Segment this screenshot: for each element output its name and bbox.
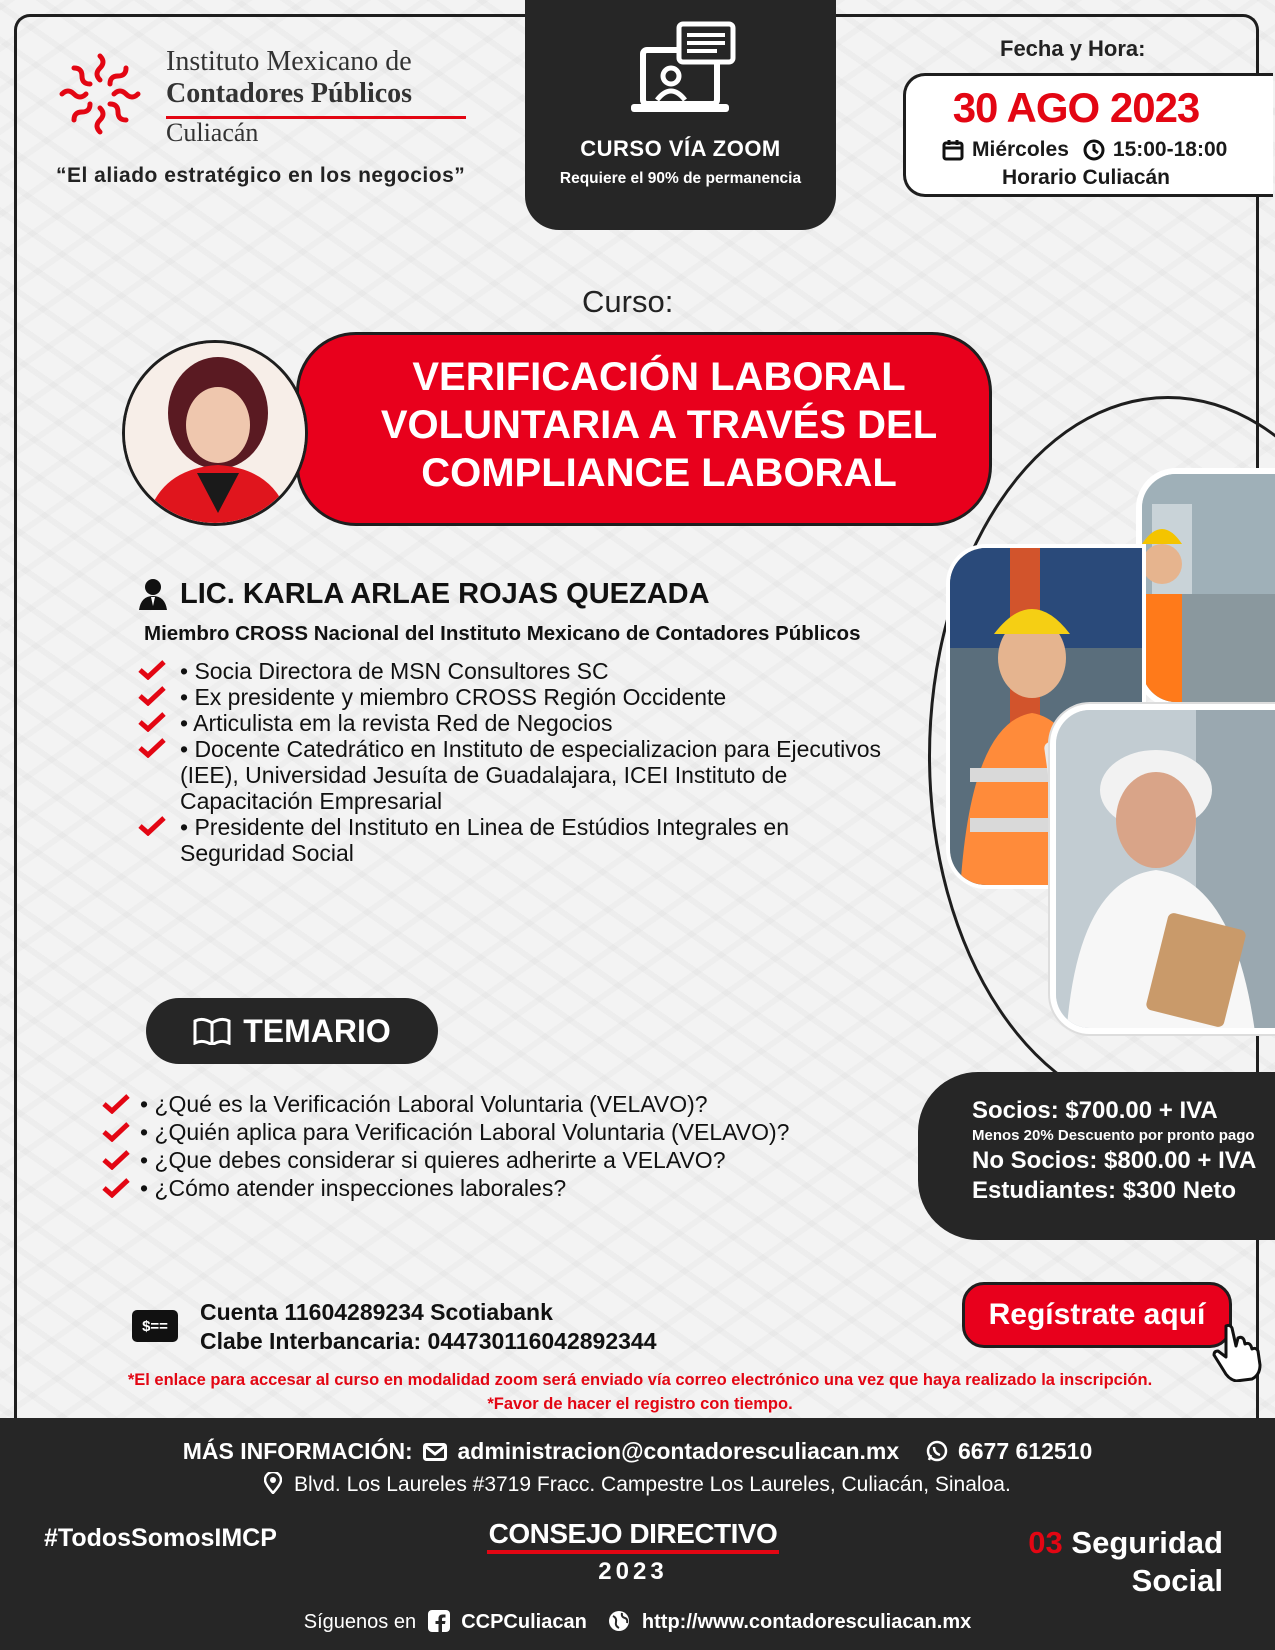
location-icon [264, 1472, 282, 1494]
follow-label: Síguenos en [303, 1611, 417, 1633]
contact-info [0, 1438, 1275, 1465]
logo-text [166, 46, 486, 110]
credential-text: • Socia Directora de MSN Consultores SC [180, 658, 609, 684]
credential-text: • Docente Catedrático en Instituto de especializacion para Ejecutivos (IEE), Universidad Jesuíta de Guadalajara, ICEI Instituto de Capacitación Empresarial [180, 736, 882, 814]
credential-text: • Presidente del Instituto en Linea de Estúdios Integrales en Seguridad Social [180, 814, 790, 866]
consejo-label: CONSEJO DIRECTIVO [487, 1518, 780, 1554]
globe-icon [608, 1610, 630, 1632]
contact-phone[interactable]: 6677 612510 [957, 1438, 1093, 1464]
temario-item-text: • ¿Quién aplica para Verificación Laboral Voluntaria (VELAVO)? [140, 1119, 790, 1145]
price-box [918, 1072, 1275, 1240]
zoom-title: CURSO VÍA ZOOM [580, 136, 781, 161]
mail-icon [423, 1443, 447, 1461]
list-item [102, 1174, 902, 1202]
logo-mark [52, 46, 148, 142]
register-button[interactable]: Regístrate aquí [962, 1282, 1232, 1348]
website-link[interactable]: http://www.contadoresculiacan.mx [641, 1611, 972, 1633]
list-item [102, 1146, 902, 1174]
date-box [903, 73, 1273, 197]
hashtag: #TodosSomosIMCP [44, 1524, 277, 1552]
bank-clabe-row [200, 1327, 657, 1356]
event-date: 30 AGO 2023 [952, 84, 1200, 131]
check-icon [138, 738, 166, 758]
event-time: 15:00-18:00 [1112, 138, 1228, 161]
check-icon [102, 1094, 130, 1114]
list-item [138, 684, 898, 710]
check-icon [138, 816, 166, 836]
zoom-tab [525, 0, 836, 230]
clock-icon [1083, 139, 1105, 161]
speaker-role: Miembro CROSS Nacional del Instituto Mexicano de Contadores Públicos [144, 622, 861, 645]
logo-line-2: Contadores Públicos [166, 78, 413, 109]
cash-icon: $== [132, 1310, 178, 1342]
price-no-socios: No Socios: $800.00 + IVA [972, 1147, 1257, 1174]
seguridad-number: 03 [1028, 1525, 1063, 1560]
address-text: Blvd. Los Laureles #3719 Fracc. Campestre Los Laureles, Culiacán, Sinaloa. [294, 1473, 1011, 1496]
zoom-subtitle: Requiere el 90% de permanencia [559, 170, 802, 187]
whatsapp-icon [926, 1440, 948, 1462]
temario-label: TEMARIO [243, 1012, 391, 1049]
info-label: MÁS INFORMACIÓN: [182, 1438, 413, 1464]
list-item [138, 710, 898, 736]
price-discount: Menos 20% Descuento por pronto pago [972, 1127, 1255, 1144]
price-students: Estudiantes: $300 Neto [972, 1177, 1237, 1204]
event-day: Miércoles [972, 138, 1069, 161]
address [0, 1472, 1275, 1497]
facebook-icon [428, 1610, 450, 1632]
book-icon [193, 1017, 231, 1045]
price-socios: Socios: $700.00 + IVA [972, 1097, 1218, 1124]
check-icon [138, 686, 166, 706]
zoom-laptop-icon [621, 20, 741, 120]
footer [0, 1418, 1275, 1650]
speaker-name: LIC. KARLA ARLAE ROJAS QUEZADA [180, 578, 710, 610]
bank-name: Scotiabank [430, 1299, 553, 1325]
user-icon [138, 578, 168, 610]
event-timezone: Horario Culiacán [1001, 166, 1171, 189]
temario-list [102, 1090, 902, 1202]
check-icon [102, 1178, 130, 1198]
clabe-prefix: Clabe Interbancaria: [200, 1328, 422, 1354]
seguridad-line-1 [1028, 1524, 1223, 1562]
bank-info [200, 1298, 657, 1356]
list-item [138, 658, 898, 684]
list-item [102, 1118, 902, 1146]
calendar-icon [942, 139, 964, 161]
list-item [102, 1090, 902, 1118]
follow-row [0, 1610, 1275, 1634]
credentials-list [138, 658, 898, 866]
consejo-year: 2023 [598, 1558, 668, 1585]
account-prefix: Cuenta [200, 1299, 278, 1325]
list-item [138, 814, 898, 866]
date-label: Fecha y Hora: [1000, 36, 1146, 61]
check-icon [138, 712, 166, 732]
date-row [942, 138, 1227, 162]
photo-worker-bg [1136, 468, 1275, 708]
temario-item-text: • ¿Que debes considerar si quieres adherirte a VELAVO? [140, 1147, 726, 1173]
course-label: Curso: [582, 284, 674, 319]
logo-line-3: Culiacán [166, 118, 259, 147]
clabe-number: 044730116042892344 [427, 1328, 657, 1354]
course-title-pill [296, 332, 992, 526]
seguridad-label-1: Seguridad [1071, 1525, 1223, 1560]
seguridad-label-2: Social [1131, 1563, 1223, 1598]
photo-food-worker [1050, 704, 1275, 1034]
speaker-photo [122, 340, 308, 526]
temario-item-text: • ¿Cómo atender inspecciones laborales? [140, 1175, 567, 1201]
logo-line-1: Instituto Mexicano de [166, 46, 412, 77]
course-title [359, 353, 959, 497]
consejo-directivo [474, 1518, 792, 1586]
account-number: 11604289234 [284, 1299, 424, 1325]
temario-item-text: • ¿Qué es la Verificación Laboral Voluntaria (VELAVO)? [140, 1091, 708, 1117]
temario-pill [146, 998, 438, 1064]
facebook-handle[interactable]: CCPCuliacan [461, 1611, 587, 1633]
course-title-line-1: VERIFICACIÓN LABORAL [412, 355, 906, 399]
contact-email[interactable]: administracion@contadoresculiacan.mx [457, 1438, 900, 1464]
course-title-line-2: VOLUNTARIA A TRAVÉS DEL [380, 403, 938, 447]
credential-text: • Articulista em la revista Red de Negocios [180, 710, 613, 736]
check-icon [102, 1150, 130, 1170]
bank-account-row [200, 1298, 657, 1327]
hand-cursor-icon [1212, 1320, 1274, 1382]
course-title-line-3: COMPLIANCE LABORAL [421, 451, 897, 495]
seguridad-social [1028, 1524, 1223, 1600]
credential-text: • Ex presidente y miembro CROSS Región Occidente [180, 684, 727, 710]
zoom-note: *El enlace para accesar al curso en modalidad zoom será enviado vía correo electrónico una vez que haya realizado la inscripción. *Favor de hacer el registro con tiempo. [127, 1371, 1153, 1413]
slogan: “El aliado estratégico en los negocios” [56, 164, 466, 187]
list-item [138, 736, 898, 814]
check-icon [102, 1122, 130, 1142]
check-icon [138, 660, 166, 680]
